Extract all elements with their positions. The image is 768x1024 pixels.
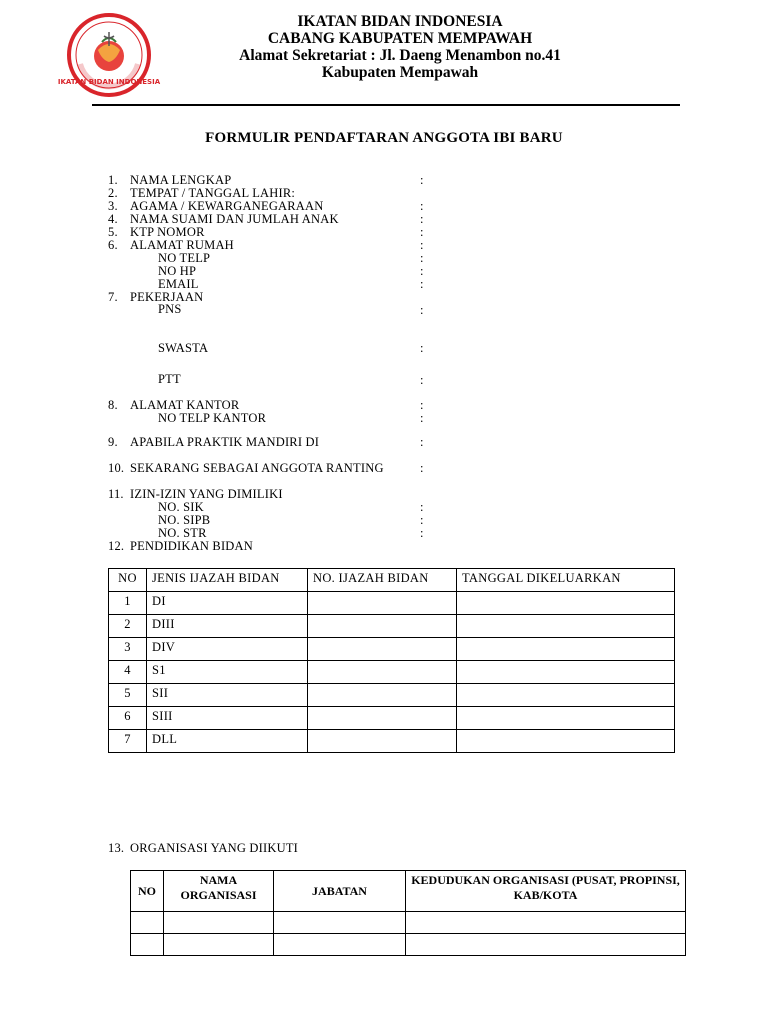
field-num: 9. — [108, 435, 118, 449]
field-colon: : — [420, 212, 424, 226]
table-header: TANGGAL DIKELUARKAN — [457, 569, 675, 592]
row-jenis: DIII — [147, 615, 308, 638]
ibi-logo — [57, 12, 161, 98]
field-colon: : — [420, 500, 424, 514]
org-no-cell[interactable] — [131, 934, 164, 956]
field-label-pns: PNS — [158, 302, 182, 316]
field-num: 5. — [108, 225, 118, 239]
row-no: 4 — [109, 661, 147, 684]
field-label-pekerjaan: PEKERJAAN — [130, 290, 204, 304]
field-colon: : — [420, 264, 424, 278]
field-colon: : — [420, 435, 424, 449]
field-colon: : — [420, 303, 424, 317]
education-table — [108, 568, 675, 753]
table-row — [109, 707, 675, 730]
field-num: 8. — [108, 398, 118, 412]
row-jenis: S1 — [147, 661, 308, 684]
org-nama-cell[interactable] — [164, 912, 274, 934]
row-jenis: SII — [147, 684, 308, 707]
field-num: 7. — [108, 290, 118, 304]
field-colon: : — [420, 373, 424, 387]
no-ijazah-cell[interactable] — [308, 707, 457, 730]
no-ijazah-cell[interactable] — [308, 615, 457, 638]
row-no: 5 — [109, 684, 147, 707]
table-header-row — [131, 871, 686, 912]
field-label-ktp: KTP NOMOR — [130, 225, 205, 239]
form-title: FORMULIR PENDAFTARAN ANGGOTA IBI BARU — [205, 130, 563, 146]
field-label-no-telp-kantor: NO TELP KANTOR — [158, 411, 267, 425]
field-label-swasta: SWASTA — [158, 341, 209, 355]
org-nama-cell[interactable] — [164, 934, 274, 956]
field-label-no-sipb: NO. SIPB — [158, 513, 211, 527]
table-header: NO. IJAZAH BIDAN — [308, 569, 457, 592]
table-header: KEDUDUKAN ORGANISASI (PUSAT, PROPINSI, KAB/KOTA — [406, 871, 686, 912]
table-header: NO — [131, 871, 164, 912]
org-jabatan-cell[interactable] — [274, 912, 406, 934]
org-kedudukan-cell[interactable] — [406, 934, 686, 956]
org-jabatan-cell[interactable] — [274, 934, 406, 956]
field-colon: : — [420, 238, 424, 252]
no-ijazah-cell[interactable] — [308, 638, 457, 661]
row-jenis: DIV — [147, 638, 308, 661]
tanggal-cell[interactable] — [457, 638, 675, 661]
org-branch: CABANG KABUPATEN MEMPAWAH — [267, 30, 533, 47]
field-colon: : — [420, 461, 424, 475]
org-address: Alamat Sekretariat : Jl. Daeng Menambon no.41 — [239, 47, 561, 64]
field-num: 10. — [108, 461, 125, 475]
row-jenis: SIII — [147, 707, 308, 730]
field-colon: : — [420, 526, 424, 540]
tanggal-cell[interactable] — [457, 707, 675, 730]
header-divider — [92, 104, 680, 106]
field-colon: : — [420, 225, 424, 239]
org-no-cell[interactable] — [131, 912, 164, 934]
table-row — [109, 684, 675, 707]
tanggal-cell[interactable] — [457, 730, 675, 753]
row-no: 7 — [109, 730, 147, 753]
table-header: JENIS IJAZAH BIDAN — [147, 569, 308, 592]
no-ijazah-cell[interactable] — [308, 684, 457, 707]
tanggal-cell[interactable] — [457, 615, 675, 638]
field-colon: : — [420, 173, 424, 187]
field-label-agama: AGAMA / KEWARGANEGARAAN — [130, 199, 324, 213]
field-num: 2. — [108, 186, 118, 200]
field-label-tempat-tanggal-lahir: TEMPAT / TANGGAL LAHIR: — [130, 186, 296, 200]
field-colon: : — [420, 199, 424, 213]
no-ijazah-cell[interactable] — [308, 592, 457, 615]
field-label-praktik-mandiri: APABILA PRAKTIK MANDIRI DI — [130, 435, 320, 449]
field-label-pendidikan: PENDIDIKAN BIDAN — [130, 539, 253, 553]
row-no: 1 — [109, 592, 147, 615]
no-ijazah-cell[interactable] — [308, 730, 457, 753]
field-num: 13. — [108, 841, 125, 855]
org-name: IKATAN BIDAN INDONESIA — [297, 13, 503, 30]
field-num: 4. — [108, 212, 118, 226]
table-row — [109, 615, 675, 638]
field-label-organisasi: ORGANISASI YANG DIIKUTI — [130, 841, 299, 855]
field-colon: : — [420, 513, 424, 527]
row-no: 2 — [109, 615, 147, 638]
field-label-izin: IZIN-IZIN YANG DIMILIKI — [130, 487, 283, 501]
logo-text: IKATAN BIDAN INDONESIA — [57, 78, 161, 86]
field-num: 11. — [108, 487, 124, 501]
table-row — [131, 934, 686, 956]
field-num: 6. — [108, 238, 118, 252]
field-label-no-sik: NO. SIK — [158, 500, 204, 514]
organization-table — [130, 870, 686, 956]
field-colon: : — [420, 341, 424, 355]
field-colon: : — [420, 277, 424, 291]
row-jenis: DLL — [147, 730, 308, 753]
table-row — [109, 638, 675, 661]
row-no: 3 — [109, 638, 147, 661]
tanggal-cell[interactable] — [457, 661, 675, 684]
table-row — [131, 912, 686, 934]
field-label-email: EMAIL — [158, 277, 199, 291]
org-regency: Kabupaten Mempawah — [321, 64, 479, 81]
table-header: JABATAN — [274, 871, 406, 912]
no-ijazah-cell[interactable] — [308, 661, 457, 684]
field-label-alamat-kantor: ALAMAT KANTOR — [130, 398, 240, 412]
field-num: 12. — [108, 539, 125, 553]
field-colon: : — [420, 251, 424, 265]
field-label-ptt: PTT — [158, 372, 181, 386]
field-label-no-hp: NO HP — [158, 264, 197, 278]
field-colon: : — [420, 398, 424, 412]
field-num: 1. — [108, 173, 118, 187]
field-label-no-telp: NO TELP — [158, 251, 211, 265]
field-label-nama-lengkap: NAMA LENGKAP — [130, 173, 232, 187]
table-row — [109, 730, 675, 753]
tanggal-cell[interactable] — [457, 684, 675, 707]
tanggal-cell[interactable] — [457, 592, 675, 615]
field-num: 3. — [108, 199, 118, 213]
table-header: NAMA ORGANISASI — [164, 871, 274, 912]
field-label-alamat-rumah: ALAMAT RUMAH — [130, 238, 234, 252]
row-no: 6 — [109, 707, 147, 730]
field-label-no-str: NO. STR — [158, 526, 207, 540]
field-label-anggota-ranting: SEKARANG SEBAGAI ANGGOTA RANTING — [130, 461, 384, 475]
org-kedudukan-cell[interactable] — [406, 912, 686, 934]
table-header: NO — [109, 569, 147, 592]
field-label-nama-suami: NAMA SUAMI DAN JUMLAH ANAK — [130, 212, 339, 226]
table-header-row — [109, 569, 675, 592]
table-row — [109, 592, 675, 615]
table-row — [109, 661, 675, 684]
field-colon: : — [420, 411, 424, 425]
row-jenis: DI — [147, 592, 308, 615]
